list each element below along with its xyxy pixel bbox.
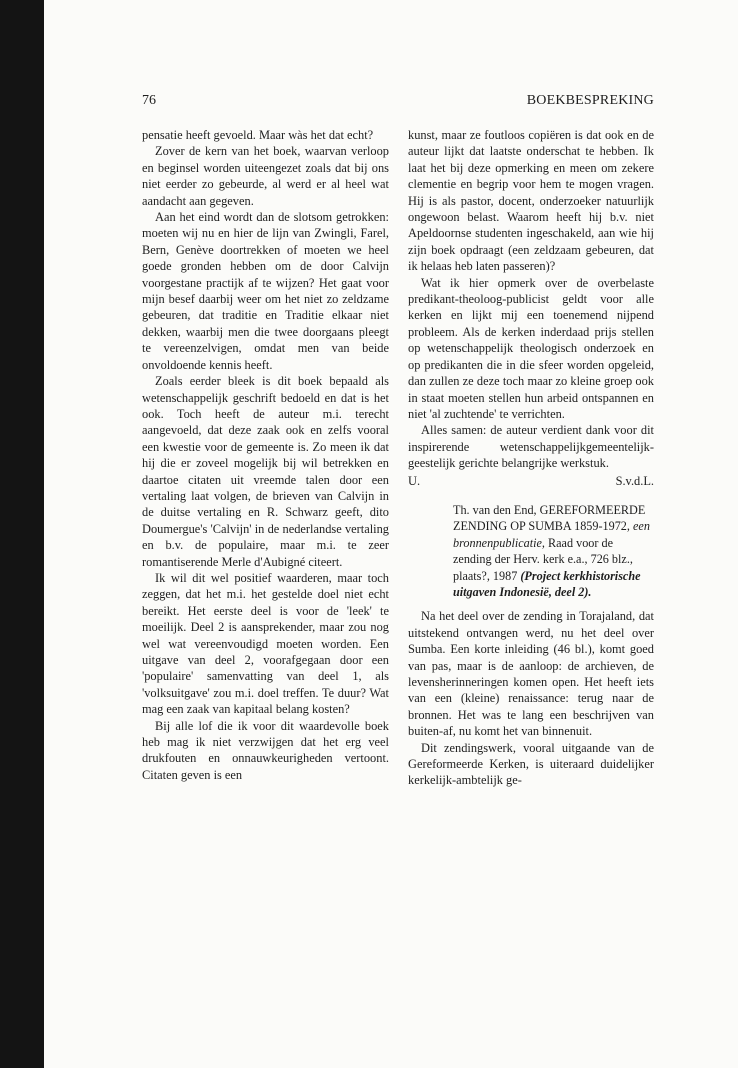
paragraph: kunst, maar ze foutloos copiëren is dat ook en de auteur lijkt dat laatste onderschat te hebben. Ik laat het bij deze opmerking en meen om zekere clementie en begrip voor hem te mogen vragen. Hij is als pastor, docent, onderzoeker natuurlijk ongewoon belast. Waarom heeft hij b.v. niet Apeldoornse studenten ingeschakeld, aan wie hij zijn boek opdraagt (een zeldzaam gebeuren, dat ik helaas heb laten passeren)? <box>408 128 654 274</box>
section-title: BOEKBESPREKING <box>526 93 654 108</box>
paragraph: Zover de kern van het boek, waarvan verloop en beginsel worden uiteengezet zoals dat bij ons niet eerder zo gebeurde, al werd er al heel wat aandacht aan gegeven. <box>142 144 389 208</box>
right-column <box>408 127 654 789</box>
paragraph: Aan het eind wordt dan de slotsom getrokken: moeten wij nu en hier de lijn van Zwingli, Farel, Bern, Genève doortrekken of moeten we heel goede gronden hebben om de door Calvijn voorgestane practijk af te wijzen? Het gaat voor mijn besef daarbij weer om het niet zo zeldzame gebeuren, dat traditie en Traditie elkaar niet dekken, waarbij men die twee doorgaans pleegt te vereenzelvigen, omdat men van beide onvoldoende kennis heeft. <box>142 210 389 372</box>
paragraph: Dit zendingswerk, vooral uitgaande van de Gereformeerde Kerken, is uiteraard duidelijker kerkelijk-ambtelijk ge- <box>408 740 654 788</box>
paragraph: Alles samen: de auteur verdient dank voor dit inspirerende wetenschappelijkgemeentelijk-geestelijk gerichte belangrijke werkstuk. <box>408 423 654 471</box>
reviewer-signature <box>408 473 654 489</box>
book-title: GEREFORMEERDE ZENDING OP SUMBA 1859-1972, <box>453 502 646 534</box>
paragraph: Zoals eerder bleek is dit boek bepaald als wetenschappelijk geschrift bedoeld en dat is het ook. Toch heeft de auteur m.i. terecht aangevoeld, dat deze zaak ook en zelfs vooral een kwestie voor de gemeente is. Zo meen ik dat hij die er zoveel mogelijk bij wil betrekken en daartoe citaten uit vreemde talen door een vertaling laat volgen, de brieven van Calvijn in de duitse vertaling en R. Schwarz geeft, dito Doumergue's 'Calvijn' in de nederlandse vertaling en b.v. de populaire, maar m.i. te zeer romantiserende Merle d'Aubigné citeert. <box>142 374 389 569</box>
paragraph: Wat ik hier opmerk over de overbelaste predikant-theoloog-publicist geldt voor alle kerken en lijkt mij een toenemend nijpend probleem. Als de kerken inderdaad prijs stellen op wetenschappelijk theologisch onderzoek en op predikanten die in die sfeer worden opgeleid, dan zullen ze deze toch maar zo kleine groep ook in staat moeten stellen hun arbeid ontspannen en niet 'al zuchtende' te verrichten. <box>408 275 654 421</box>
paragraph: pensatie heeft gevoeld. Maar wàs het dat echt? <box>142 128 374 142</box>
page-number: 76 <box>142 93 156 108</box>
running-head <box>142 93 654 111</box>
paragraph: Na het deel over de zending in Torajaland, dat uitstekend ontvangen werd, nu het deel over Sumba. Een korte inleiding (46 bl.), komt goed van pas, maar is de aanloop: de archieven, de levensherinneringen komen open. Het heeft iets van een (kleine) renaissance: terug naar de bronnen. Het was te lang een beschrijven van buiten-af, nu komt het van binnenuit. <box>408 609 654 739</box>
book-subtitle: een bronnenpublicatie, <box>453 519 650 550</box>
scan-edge <box>0 0 44 1068</box>
signature-initial: U. <box>408 473 421 488</box>
paragraph: Bij alle lof die ik voor dit waardevolle boek heb mag ik niet verzwijgen dat het erg veel drukfouten en onnauwkeurigheden vertoont. Citaten geven is een <box>142 718 389 782</box>
book-series: (Project kerkhistorische uitgaven Indonesië, deel 2). <box>453 568 641 599</box>
paragraph: Ik wil dit wel positief waarderen, maar toch zeggen, dat het m.i. het gestelde doel niet echt bereikt. Het eerste deel is voor de 'leek' te moeilijk. Deel 2 is aansprekender, maar zou nog wel wat vereenvoudigd moeten worden. Een uitgave van deel 2, voorafgegaan door een 'populaire' samenvatting van deel 1, als 'volksuitgave' zou m.i. doel treffen. Te duur? Wat mag een zaak van kapitaal belang kosten? <box>142 570 389 717</box>
book-author: Th. van den End, <box>453 502 537 517</box>
review-book-header <box>453 502 654 600</box>
signature-reviewer: S.v.d.L. <box>615 473 654 488</box>
left-column <box>142 127 389 783</box>
book-publisher: Raad voor de zending der Herv. kerk e.a., 726 blz., plaats?, 1987 <box>453 535 633 583</box>
